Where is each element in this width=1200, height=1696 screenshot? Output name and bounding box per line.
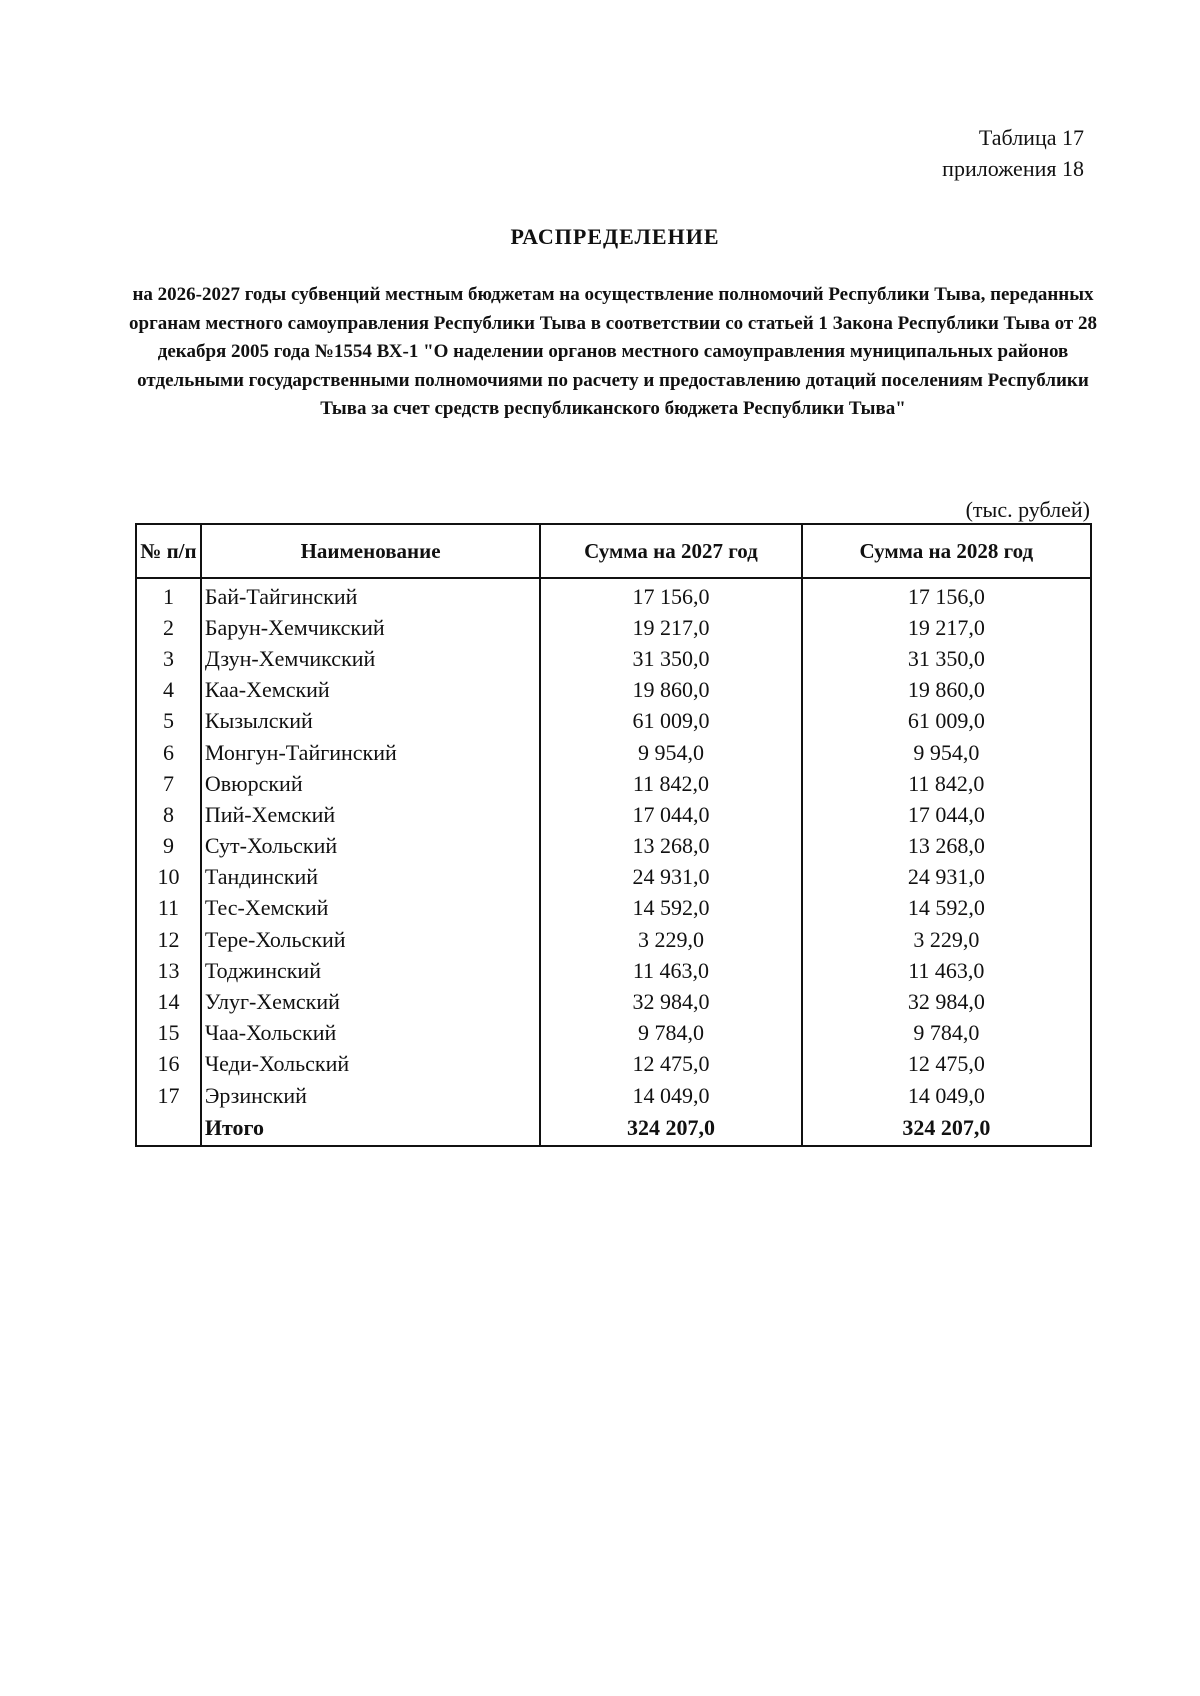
table-header-row (136, 524, 1091, 578)
amount-2027-cell: 17 156,0 (540, 578, 801, 612)
district-name-cell: Каа-Хемский (201, 675, 540, 706)
table-row (136, 643, 1091, 674)
amount-2027-cell: 3 229,0 (540, 924, 801, 955)
row-number-cell: 12 (136, 924, 201, 955)
amount-2027-cell: 11 463,0 (540, 955, 801, 986)
row-number-cell: 5 (136, 706, 201, 737)
row-number-cell: 10 (136, 862, 201, 893)
table-row (136, 768, 1091, 799)
district-name-cell: Кызылский (201, 706, 540, 737)
row-number-cell: 3 (136, 643, 201, 674)
row-number-cell: 11 (136, 893, 201, 924)
table-row (136, 862, 1091, 893)
table-row (136, 1018, 1091, 1049)
header-year-2027: Сумма на 2027 год (540, 524, 801, 578)
row-number-cell: 13 (136, 955, 201, 986)
amount-2027-cell: 9 784,0 (540, 1018, 801, 1049)
table-row (136, 675, 1091, 706)
amount-2027-cell: 32 984,0 (540, 986, 801, 1017)
amount-2028-cell: 13 268,0 (802, 831, 1091, 862)
district-name-cell: Тере-Хольский (201, 924, 540, 955)
table-row (136, 986, 1091, 1017)
district-name-cell: Сут-Хольский (201, 831, 540, 862)
row-number-cell: 8 (136, 799, 201, 830)
district-name-cell: Тоджинский (201, 955, 540, 986)
amount-2028-cell: 24 931,0 (802, 862, 1091, 893)
amount-2028-cell: 9 954,0 (802, 737, 1091, 768)
amount-2028-cell: 14 049,0 (802, 1080, 1091, 1111)
table-row (136, 612, 1091, 643)
district-name-cell: Овюрский (201, 768, 540, 799)
amount-2028-cell: 19 860,0 (802, 675, 1091, 706)
amount-2028-cell: 9 784,0 (802, 1018, 1091, 1049)
total-2028-cell: 324 207,0 (802, 1111, 1091, 1146)
row-number-cell: 14 (136, 986, 201, 1017)
distribution-table (135, 523, 1092, 1147)
amount-2027-cell: 13 268,0 (540, 831, 801, 862)
amount-2028-cell: 61 009,0 (802, 706, 1091, 737)
amount-2028-cell: 14 592,0 (802, 893, 1091, 924)
row-number-cell: 6 (136, 737, 201, 768)
total-number-cell (136, 1111, 201, 1146)
district-name-cell: Монгун-Тайгинский (201, 737, 540, 768)
amount-2028-cell: 17 156,0 (802, 578, 1091, 612)
amount-2028-cell: 17 044,0 (802, 799, 1091, 830)
table-reference (942, 122, 1084, 184)
district-name-cell: Дзун-Хемчикский (201, 643, 540, 674)
amount-2027-cell: 17 044,0 (540, 799, 801, 830)
amount-2028-cell: 11 463,0 (802, 955, 1091, 986)
district-name-cell: Эрзинский (201, 1080, 540, 1111)
header-number: № п/п (136, 524, 201, 578)
amount-2027-cell: 19 217,0 (540, 612, 801, 643)
amount-2027-cell: 31 350,0 (540, 643, 801, 674)
units-label: (тыс. рублей) (965, 497, 1090, 522)
row-number-cell: 15 (136, 1018, 201, 1049)
amount-2028-cell: 12 475,0 (802, 1049, 1091, 1080)
total-2027-cell: 324 207,0 (540, 1111, 801, 1146)
district-name-cell: Улуг-Хемский (201, 986, 540, 1017)
row-number-cell: 17 (136, 1080, 201, 1111)
row-number-cell: 2 (136, 612, 201, 643)
amount-2028-cell: 32 984,0 (802, 986, 1091, 1017)
district-name-cell: Пий-Хемский (201, 799, 540, 830)
header-year-2028: Сумма на 2028 год (802, 524, 1091, 578)
amount-2027-cell: 12 475,0 (540, 1049, 801, 1080)
district-name-cell: Бай-Тайгинский (201, 578, 540, 612)
amount-2027-cell: 14 592,0 (540, 893, 801, 924)
district-name-cell: Тес-Хемский (201, 893, 540, 924)
table-row (136, 893, 1091, 924)
row-number-cell: 9 (136, 831, 201, 862)
district-name-cell: Чаа-Хольский (201, 1018, 540, 1049)
table-row (136, 1049, 1091, 1080)
amount-2027-cell: 9 954,0 (540, 737, 801, 768)
row-number-cell: 7 (136, 768, 201, 799)
amount-2028-cell: 11 842,0 (802, 768, 1091, 799)
document-title: РАСПРЕДЕЛЕНИЕ (510, 224, 720, 249)
table-row (136, 737, 1091, 768)
amount-2028-cell: 19 217,0 (802, 612, 1091, 643)
row-number-cell: 1 (136, 578, 201, 612)
document-subtitle: на 2026-2027 годы субвенций местным бюджетам на осуществление полномочий Республики Тыва, переданных органам местного самоуправления Республики Тыва в соответствии со статьей 1 Закона Республики Тыва от 28 декабря 2005 года №1554 ВХ-1 "О наделении органов местного самоуправления муниципальных районов отдельными государственными полномочиями по расчету и предоставлению дотаций поселениям Республики Тыва за счет средств республиканского бюджета Республики Тыва" (129, 284, 1097, 419)
district-name-cell: Чеди-Хольский (201, 1049, 540, 1080)
total-row (136, 1111, 1091, 1146)
table-row (136, 706, 1091, 737)
row-number-cell: 16 (136, 1049, 201, 1080)
table-row (136, 799, 1091, 830)
table-row (136, 955, 1091, 986)
total-label-cell: Итого (201, 1111, 540, 1146)
district-name-cell: Барун-Хемчикский (201, 612, 540, 643)
amount-2027-cell: 14 049,0 (540, 1080, 801, 1111)
table-number-label: Таблица 17 (978, 125, 1084, 150)
table-row (136, 924, 1091, 955)
table-row (136, 1080, 1091, 1111)
amount-2028-cell: 3 229,0 (802, 924, 1091, 955)
amount-2027-cell: 61 009,0 (540, 706, 801, 737)
table-row (136, 831, 1091, 862)
amount-2028-cell: 31 350,0 (802, 643, 1091, 674)
row-number-cell: 4 (136, 675, 201, 706)
table-body (136, 578, 1091, 1146)
amount-2027-cell: 11 842,0 (540, 768, 801, 799)
appendix-label: приложения 18 (942, 156, 1084, 181)
header-name: Наименование (201, 524, 540, 578)
amount-2027-cell: 24 931,0 (540, 862, 801, 893)
district-name-cell: Тандинский (201, 862, 540, 893)
table-row (136, 578, 1091, 612)
amount-2027-cell: 19 860,0 (540, 675, 801, 706)
